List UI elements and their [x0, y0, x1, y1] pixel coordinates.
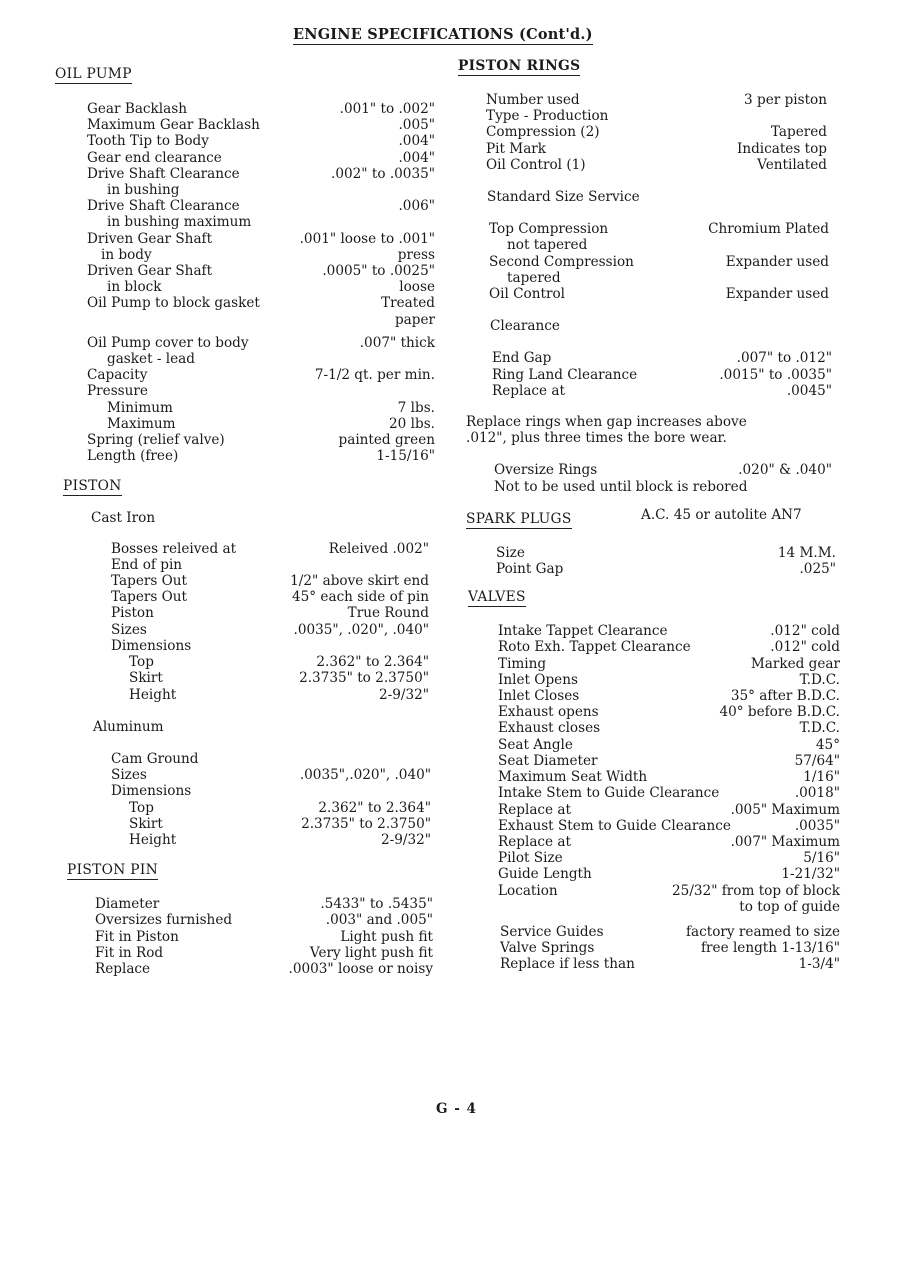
spec-label: in block [107, 279, 162, 296]
spec-value: to top of guide [739, 898, 840, 915]
spec-label: Skirt [129, 815, 163, 832]
spec-label: Oversizes furnished [95, 912, 233, 929]
standard-size-label: Standard Size Service [487, 189, 640, 206]
spec-row [500, 940, 840, 956]
spec-value: True Round [347, 605, 429, 622]
spec-label: Top [129, 654, 154, 671]
spec-value: .0005" to .0025" [322, 263, 435, 280]
spec-label: Gear end clearance [87, 149, 222, 166]
spec-value: Marked gear [750, 655, 840, 672]
spec-label: Diameter [95, 896, 160, 913]
left-column [55, 66, 440, 977]
spec-row [87, 198, 435, 214]
spec-row [111, 654, 429, 670]
spec-value: free length 1-13/16" [701, 940, 840, 957]
spec-value: .025" [799, 561, 836, 578]
spec-value: .003" and .005" [325, 912, 433, 929]
spec-row [498, 753, 840, 769]
valves-section [458, 589, 848, 972]
cast-iron-spec-list [111, 541, 429, 703]
spec-value: Expander used [725, 286, 829, 303]
spec-label: gasket - lead [107, 351, 195, 368]
spec-label: Size [496, 544, 525, 561]
spec-row [111, 687, 429, 703]
spec-label: Cam Ground [111, 750, 199, 767]
spec-row [87, 166, 435, 182]
spec-label: Dimensions [111, 637, 192, 654]
clearance-label: Clearance [490, 318, 560, 335]
spec-label: Exhaust Stem to Guide Clearance [498, 817, 731, 834]
spec-label: tapered [507, 269, 561, 286]
spec-row [87, 182, 435, 198]
spec-row [111, 589, 429, 605]
spec-value: 20 lbs. [389, 415, 435, 432]
spec-row [496, 561, 836, 577]
spec-label: Compression (2) [486, 124, 600, 141]
spec-label: End of pin [111, 556, 183, 573]
piston-section [55, 478, 440, 848]
spec-label: Location [498, 882, 558, 899]
spec-label: Replace [95, 960, 151, 977]
oversize-note: Not to be used until block is rebored [494, 478, 748, 495]
spec-row [498, 769, 840, 785]
spark-plugs-section [458, 506, 848, 531]
spec-row [87, 279, 435, 295]
spec-row [496, 545, 836, 561]
piston-rings-heading: PISTON RINGS [458, 58, 581, 74]
spec-label: Roto Exh. Tappet Clearance [498, 639, 691, 656]
spec-value: .0045" [786, 382, 832, 399]
spec-row [498, 883, 840, 899]
spec-label: Type - Production [486, 108, 609, 125]
spec-value: .0035",.020", .040" [299, 767, 431, 784]
piston-pin-section [55, 862, 440, 977]
spec-value: .007" thick [359, 334, 435, 351]
spec-label: Tapers Out [111, 573, 188, 590]
spec-label: Inlet Opens [498, 671, 578, 688]
spec-label: Exhaust opens [498, 704, 599, 721]
spec-label: Sizes [111, 621, 147, 638]
spec-value: 1-3/4" [798, 956, 840, 973]
spec-row [111, 638, 429, 654]
spec-value: .005" [398, 117, 435, 134]
spec-row [489, 237, 829, 253]
spec-row [489, 270, 829, 286]
spec-label: not tapered [507, 237, 588, 254]
right-column [458, 58, 848, 973]
spark-plug-brand: A.C. 45 or autolite AN7 [641, 506, 802, 523]
spec-value: 45° each side of pin [292, 589, 429, 606]
spec-label: Oil Pump to block gasket [87, 295, 260, 312]
spec-row [494, 462, 832, 478]
oversize-ring-list [494, 462, 832, 478]
spec-label: Height [129, 686, 177, 703]
spec-row [111, 622, 429, 638]
spec-label: Replace at [498, 833, 571, 850]
spec-value: 40° before B.D.C. [719, 704, 840, 721]
spec-label: Capacity [87, 367, 148, 384]
spec-label: Driven Gear Shaft [87, 263, 213, 280]
spec-value: .007" Maximum [730, 833, 840, 850]
spec-row [87, 400, 435, 416]
spec-row [87, 416, 435, 432]
spec-row [486, 92, 827, 108]
ring-service-list [489, 221, 829, 302]
spec-row [87, 117, 435, 133]
spec-value: paper [394, 311, 435, 328]
spec-label: Guide Length [498, 866, 592, 883]
spec-row [87, 335, 435, 351]
spec-value: .004" [398, 133, 435, 150]
spec-value: .0035", .020", .040" [293, 621, 429, 638]
spec-value: painted green [338, 432, 435, 449]
spec-label: in bushing [107, 182, 180, 199]
ring-type-list [486, 92, 827, 173]
spec-row [492, 383, 832, 399]
spec-row [489, 286, 829, 302]
spec-row [87, 231, 435, 247]
spec-label: in bushing maximum [107, 214, 252, 231]
spec-row [111, 541, 429, 557]
spec-row [111, 800, 431, 816]
piston-pin-spec-list [95, 896, 433, 977]
spec-label: Replace at [498, 801, 571, 818]
spec-label: Sizes [111, 767, 147, 784]
spec-value: .012" cold [770, 639, 840, 656]
spec-label: Inlet Closes [498, 688, 580, 705]
spec-label: Top Compression [489, 221, 609, 238]
spec-row [498, 639, 840, 655]
spec-value: factory reamed to size [686, 923, 840, 940]
spec-row [87, 133, 435, 149]
spec-label: Intake Stem to Guide Clearance [498, 785, 720, 802]
spec-row [111, 670, 429, 686]
spec-label: Pressure [87, 383, 148, 400]
spec-label: in body [101, 246, 152, 263]
spec-value: 2.3735" to 2.3750" [301, 815, 431, 832]
spec-label: Exhaust closes [498, 720, 601, 737]
spec-value: .007" to .012" [736, 350, 832, 367]
spec-row [498, 688, 840, 704]
spec-row [498, 834, 840, 850]
spec-value: 35° after B.D.C. [730, 688, 840, 705]
spec-row [492, 367, 832, 383]
spec-label: Gear Backlash [87, 101, 187, 117]
replace-note: Replace rings when gap increases above [466, 414, 747, 431]
spec-value: Expander used [725, 253, 829, 270]
spec-label: Maximum Gear Backlash [87, 117, 260, 134]
spec-value: 1/2" above skirt end [290, 573, 429, 590]
spec-label: Oil Control (1) [486, 156, 586, 173]
cast-iron-label: Cast Iron [91, 510, 156, 527]
spec-label: Spring (relief valve) [87, 432, 225, 449]
spark-plugs-heading: SPARK PLUGS [466, 510, 572, 527]
spec-label: Height [129, 831, 177, 848]
spec-label: Second Compression [489, 253, 634, 270]
spec-label: Piston [111, 605, 154, 622]
spec-row [87, 383, 435, 399]
spec-value: Tapered [770, 124, 827, 141]
spec-value: T.D.C. [799, 671, 840, 688]
spec-label: Seat Angle [498, 736, 573, 753]
spec-label: Drive Shaft Clearance [87, 198, 240, 215]
spec-value: .020" & .040" [738, 462, 832, 479]
spec-value: 7-1/2 qt. per min. [314, 367, 435, 384]
spec-row [498, 737, 840, 753]
spec-label: Ring Land Clearance [492, 366, 638, 383]
piston-heading: PISTON [63, 478, 122, 495]
spec-label: Dimensions [111, 783, 192, 800]
spec-label: Bosses releived at [111, 540, 237, 557]
valve-service-list [500, 924, 840, 973]
spec-row [498, 720, 840, 736]
spec-value: .012" cold [770, 623, 840, 640]
spec-value: 3 per piston [744, 92, 827, 108]
spec-row [489, 221, 829, 237]
spec-label: Pilot Size [498, 850, 563, 867]
spec-row [111, 557, 429, 573]
spec-row [95, 896, 433, 912]
spec-value: 2.362" to 2.364" [318, 799, 431, 816]
spec-row [87, 214, 435, 230]
spec-row [486, 108, 827, 124]
spec-value: 1-15/16" [376, 448, 435, 465]
spec-label: Driven Gear Shaft [87, 230, 213, 247]
spec-row [492, 350, 832, 366]
spec-label: Drive Shaft Clearance [87, 165, 240, 182]
spec-label: Skirt [129, 670, 163, 687]
spec-label: Point Gap [496, 561, 564, 578]
spec-row [87, 295, 435, 311]
spec-value: 14 M.M. [777, 544, 836, 561]
aluminum-spec-list [111, 751, 431, 848]
spec-value: .001" to .002" [339, 101, 435, 117]
valve-spec-list [498, 623, 840, 915]
spec-row [489, 254, 829, 270]
spark-plug-spec-list [496, 545, 836, 577]
spec-row [498, 899, 840, 915]
spec-value: Releived .002" [328, 540, 429, 557]
spec-row [111, 832, 431, 848]
spec-row [95, 961, 433, 977]
spec-value: 45° [815, 736, 840, 753]
spec-label: End Gap [492, 350, 552, 367]
spec-label: Service Guides [500, 923, 604, 940]
spec-row [498, 785, 840, 801]
spec-row [87, 150, 435, 166]
spec-row [498, 656, 840, 672]
spec-label: Valve Springs [500, 940, 595, 957]
spec-row [498, 704, 840, 720]
spec-label: Tooth Tip to Body [87, 133, 209, 150]
spec-label: Fit in Rod [95, 944, 164, 961]
spec-label: Seat Diameter [498, 752, 598, 769]
spec-label: Fit in Piston [95, 928, 179, 945]
spec-row [87, 101, 435, 117]
spec-value: loose [399, 279, 435, 296]
spec-value: T.D.C. [799, 720, 840, 737]
spec-label: Oversize Rings [494, 462, 598, 479]
spec-value: Light push fit [340, 928, 433, 945]
spec-label: Intake Tappet Clearance [498, 623, 668, 640]
spec-row [111, 816, 431, 832]
spec-label: Top [129, 799, 154, 816]
replace-note-cont: .012", plus three times the bore wear. [466, 430, 727, 447]
spec-row [111, 751, 431, 767]
spec-value: .006" [398, 198, 435, 215]
spec-value: Indicates top [736, 140, 827, 157]
spec-row [87, 432, 435, 448]
spec-row [486, 124, 827, 140]
oil-pump-heading: OIL PUMP [55, 66, 132, 82]
spec-row [95, 912, 433, 928]
spec-value: 7 lbs. [397, 399, 435, 416]
spec-row [500, 924, 840, 940]
spec-value: .001" loose to .001" [299, 230, 435, 247]
spec-label: Number used [486, 92, 580, 108]
spec-row [498, 850, 840, 866]
spec-row [87, 367, 435, 383]
spec-row [87, 448, 435, 464]
page-title: ENGINE SPECIFICATIONS (Cont'd.) [293, 27, 593, 45]
spec-row [87, 247, 435, 263]
ring-clearance-list [492, 350, 832, 399]
spec-label: Oil Pump cover to body [87, 334, 249, 351]
spec-value: 2-9/32" [380, 831, 431, 848]
spec-value: 57/64" [794, 752, 840, 769]
spec-value: .005" Maximum [730, 801, 840, 818]
spec-row [111, 783, 431, 799]
spec-row [498, 623, 840, 639]
oil-pump-spec-list [87, 101, 435, 464]
spec-label: Timing [498, 655, 547, 672]
spec-row [87, 351, 435, 367]
spec-value: 2-9/32" [378, 686, 429, 703]
spec-row [111, 767, 431, 783]
spec-value: Treated [381, 295, 435, 312]
spec-label: Tapers Out [111, 589, 188, 606]
spec-value: press [397, 246, 435, 263]
piston-pin-heading: PISTON PIN [67, 862, 158, 879]
spec-row [498, 672, 840, 688]
oil-pump-section [55, 66, 440, 464]
spec-value: .0015" to .0035" [719, 366, 832, 383]
spec-label: Oil Control [489, 286, 565, 303]
spec-label: Minimum [107, 399, 173, 416]
spec-value: .5433" to .5435" [320, 896, 433, 913]
spec-row [95, 945, 433, 961]
spec-value: 2.362" to 2.364" [316, 654, 429, 671]
spec-value: .0018" [794, 785, 840, 802]
valves-heading: VALVES [468, 589, 526, 606]
spec-value: Very light push fit [309, 944, 433, 961]
spec-label: Length (free) [87, 448, 179, 465]
spec-row [498, 818, 840, 834]
spec-row [87, 263, 435, 279]
spec-row [486, 157, 827, 173]
spec-label: Replace at [492, 382, 565, 399]
spec-row [498, 802, 840, 818]
spec-label: Replace if less than [500, 956, 635, 973]
spec-value: .004" [398, 149, 435, 166]
spec-value: 2.3735" to 2.3750" [299, 670, 429, 687]
spec-row [500, 956, 840, 972]
spec-value: 25/32" from top of block [672, 882, 840, 899]
spec-row [111, 573, 429, 589]
spec-label: Maximum Seat Width [498, 769, 648, 786]
spec-value: Ventilated [757, 156, 827, 173]
aluminum-label: Aluminum [93, 718, 164, 735]
spec-row [87, 312, 435, 328]
spec-label: Pit Mark [486, 140, 547, 157]
spec-value: 5/16" [803, 850, 840, 867]
spec-value: .0035" [794, 817, 840, 834]
piston-rings-section [458, 58, 848, 495]
spec-row [498, 866, 840, 882]
spec-value: 1/16" [803, 769, 840, 786]
spec-label: Maximum [107, 415, 176, 432]
spec-value: Chromium Plated [708, 221, 829, 238]
spec-value: .0003" loose or noisy [288, 960, 433, 977]
spec-value: 1-21/32" [781, 866, 840, 883]
spec-row [111, 605, 429, 621]
page-number: G - 4 [436, 1101, 477, 1117]
spec-row [95, 929, 433, 945]
spec-value: .002" to .0035" [331, 165, 435, 182]
spec-row [486, 141, 827, 157]
